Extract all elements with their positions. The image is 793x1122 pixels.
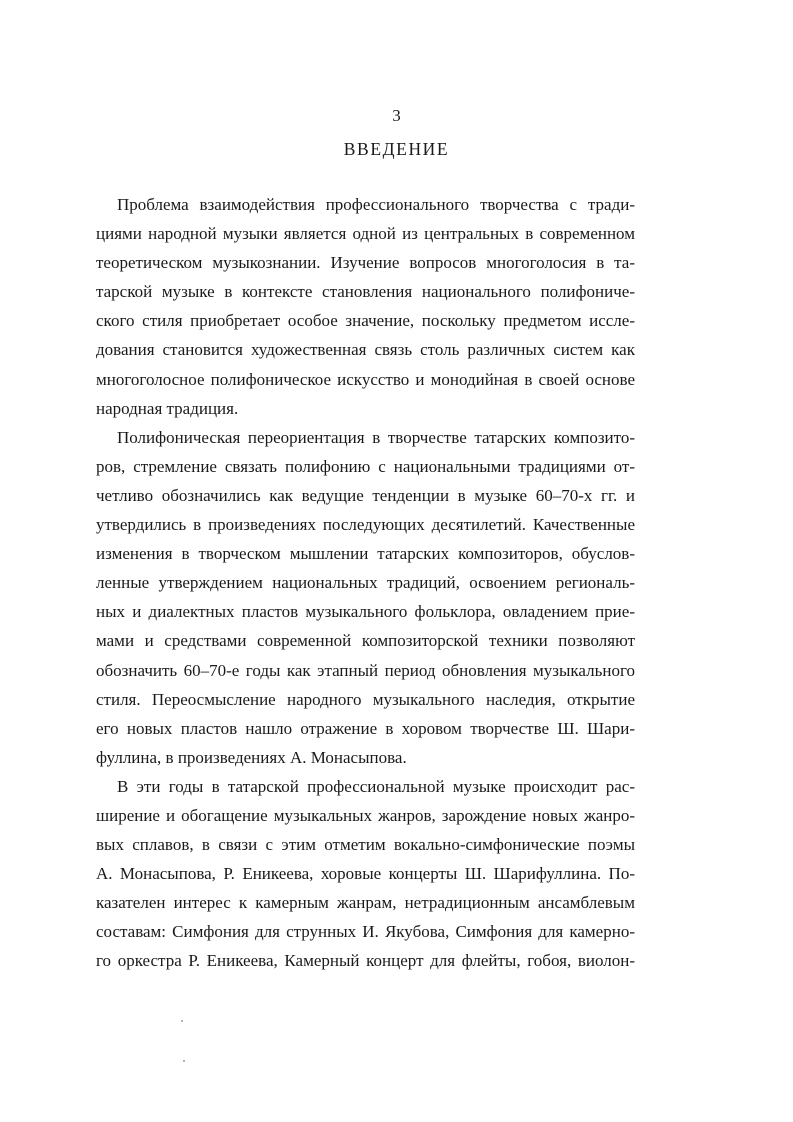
text-line: Проблема взаимодействия профессионального творчества с тради- (117, 195, 635, 214)
text-line: казателен интерес к камерным жанрам, нетрадиционным ансамблевым (96, 893, 635, 913)
text-line: ных и диалектных пластов музыкального фольклора, овладением прие- (96, 602, 635, 622)
text-line: теоретическом музыкознании. Изучение вопросов многоголосия в та- (96, 253, 635, 273)
scan-speck (181, 1020, 183, 1022)
text-line: вых сплавов, в связи с этим отметим вокально-симфонические поэмы (96, 835, 635, 855)
section-title: ВВЕДЕНИЕ (343, 139, 450, 159)
text-line: тарской музыке в контексте становления национального полифониче- (96, 282, 635, 302)
body-text (96, 190, 635, 976)
text-line: его новых пластов нашло отражение в хоровом творчестве Ш. Шари- (96, 718, 635, 738)
text-line: А. Монасыпова, Р. Еникеева, хоровые концерты Ш. Шарифуллина. По- (96, 864, 635, 884)
page-number: 3 (392, 106, 401, 125)
text-line: го оркестра Р. Еникеева, Камерный концерт для флейты, гобоя, виолон- (96, 951, 635, 971)
text-line: народная традиция. (96, 398, 239, 418)
text-line: утвердились в произведениях последующих десятилетий. Качественные (96, 515, 635, 535)
text-line: многоголосное полифоническое искусство и монодийная в своей основе (96, 369, 635, 389)
text-line: ского стиля приобретает особое значение, поскольку предметом иссле- (96, 311, 635, 331)
text-line: циями народной музыки является одной из центральных в современном (96, 224, 635, 244)
text-line: стиля. Переосмысление народного музыкального наследия, открытие (96, 689, 635, 709)
text-line: В эти годы в татарской профессиональной музыке происходит рас- (117, 776, 635, 796)
paragraph (96, 772, 635, 976)
paragraph (96, 190, 635, 423)
scan-speck (183, 1060, 185, 1062)
text-line: четливо обозначились как ведущие тенденции в музыке 60–70-х гг. и (96, 485, 635, 505)
text-line: ширение и обогащение музыкальных жанров, зарождение новых жанро- (96, 805, 635, 825)
text-line: изменения в творческом мышлении татарских композиторов, обуслов- (96, 544, 635, 564)
text-line: фуллина, в произведениях А. Монасыпова. (96, 747, 407, 767)
text-line: Полифоническая переориентация в творчестве татарских композито- (117, 427, 635, 447)
text-line: дования становится художественная связь столь различных систем как (96, 340, 635, 360)
text-line: обозначить 60–70-е годы как этапный период обновления музыкального (96, 660, 635, 680)
paragraph (96, 423, 635, 772)
text-line: ленные утверждением национальных традиций, освоением региональ- (96, 573, 635, 593)
text-line: составам: Симфония для струнных И. Якубова, Симфония для камерно- (96, 922, 635, 942)
text-line: мами и средствами современной композиторской техники позволяют (96, 631, 635, 651)
text-line: ров, стремление связать полифонию с национальными традициями от- (96, 456, 635, 476)
